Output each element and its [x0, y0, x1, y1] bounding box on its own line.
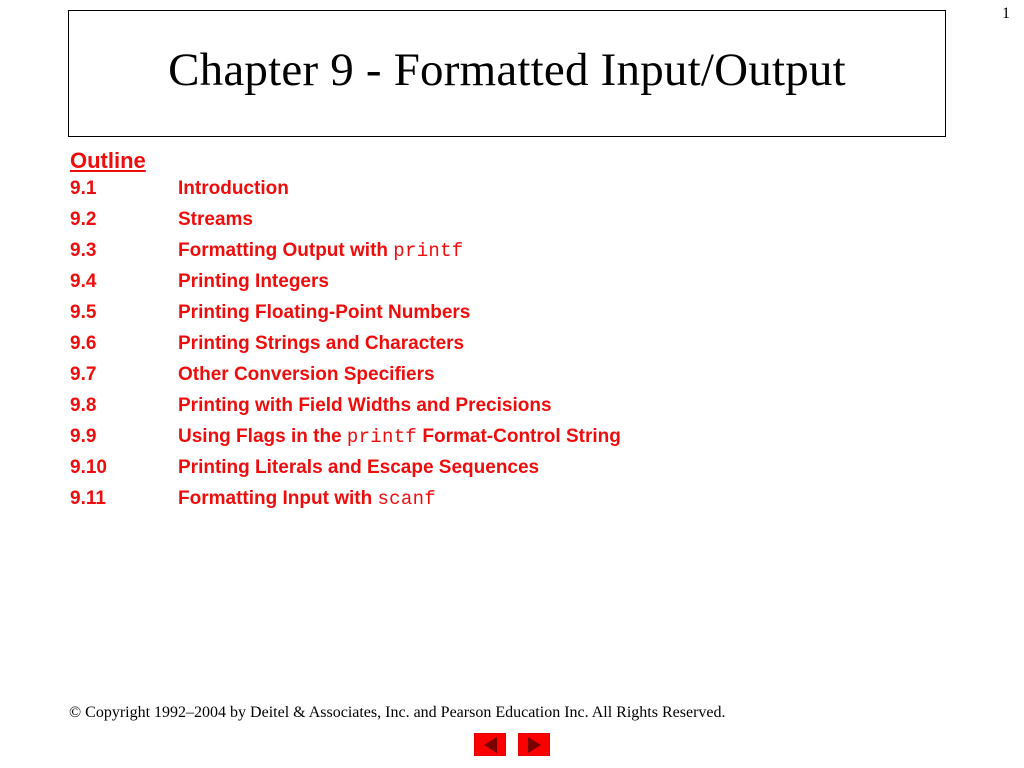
outline-item[interactable] — [70, 271, 970, 302]
triangle-right-icon — [528, 737, 541, 753]
outline-item-title-text: Other Conversion Specifiers — [178, 364, 435, 385]
outline-item[interactable] — [70, 364, 970, 395]
outline-item-title — [178, 364, 970, 386]
outline-item-title-text: Using Flags in the — [178, 426, 347, 447]
outline-item[interactable] — [70, 178, 970, 209]
outline-item-title-text: Printing with Field Widths and Precisions — [178, 395, 552, 416]
triangle-left-icon — [484, 737, 497, 753]
outline-item-title — [178, 240, 970, 262]
outline-item-number: 9.4 — [70, 271, 97, 292]
outline-section — [70, 147, 970, 519]
page-title: Chapter 9 - Formatted Input/Output — [168, 44, 846, 96]
outline-item-number: 9.11 — [70, 488, 106, 509]
outline-item-title — [178, 271, 970, 293]
outline-item[interactable] — [70, 209, 970, 240]
outline-item-title-text: Printing Strings and Characters — [178, 333, 465, 354]
outline-item-code-term: printf — [346, 426, 418, 448]
outline-item-title-text: Formatting Output with — [178, 240, 394, 261]
outline-item[interactable] — [70, 240, 970, 271]
outline-item-title-text-tail: Format-Control String — [417, 426, 621, 447]
outline-item-title — [178, 302, 970, 324]
outline-item-title-text: Printing Integers — [178, 271, 329, 292]
outline-item-number: 9.3 — [70, 240, 97, 261]
outline-item-title — [178, 333, 970, 355]
outline-item[interactable] — [70, 426, 970, 457]
outline-item-title — [178, 457, 970, 479]
outline-item-title-text: Printing Floating-Point Numbers — [178, 302, 471, 323]
navigation-bar — [0, 733, 1024, 756]
outline-item-number: 9.5 — [70, 302, 97, 323]
outline-item-number: 9.9 — [70, 426, 97, 447]
outline-item-code-term: printf — [393, 240, 464, 262]
outline-item-title — [178, 395, 970, 417]
outline-item-title — [178, 426, 970, 448]
outline-item-number: 9.8 — [70, 395, 97, 416]
outline-heading: Outline — [70, 148, 146, 173]
outline-item-code-term: scanf — [377, 488, 436, 510]
outline-item-number: 9.7 — [70, 364, 97, 385]
outline-item-number: 9.10 — [70, 457, 107, 478]
slide-title-box — [68, 10, 946, 137]
outline-item[interactable] — [70, 395, 970, 426]
outline-item[interactable] — [70, 333, 970, 364]
outline-item[interactable] — [70, 457, 970, 488]
outline-item-number: 9.2 — [70, 209, 97, 230]
outline-item-title-text: Printing Literals and Escape Sequences — [178, 457, 540, 478]
outline-item-title-text: Formatting Input with — [178, 488, 378, 509]
outline-item-number: 9.1 — [70, 178, 97, 199]
outline-item[interactable] — [70, 302, 970, 333]
outline-item-title-text: Streams — [178, 209, 253, 230]
outline-list — [70, 178, 970, 519]
next-slide-button[interactable] — [518, 733, 550, 756]
page-number: 1 — [1002, 5, 1010, 22]
previous-slide-button[interactable] — [474, 733, 506, 756]
outline-item[interactable] — [70, 488, 970, 519]
outline-item-number: 9.6 — [70, 333, 97, 354]
outline-item-title — [178, 178, 970, 200]
outline-item-title — [178, 488, 970, 510]
outline-item-title — [178, 209, 970, 231]
outline-item-title-text: Introduction — [178, 178, 289, 199]
copyright-notice: © Copyright 1992–2004 by Deitel & Associates, Inc. and Pearson Education Inc. All Rights Reserved. — [69, 704, 726, 721]
